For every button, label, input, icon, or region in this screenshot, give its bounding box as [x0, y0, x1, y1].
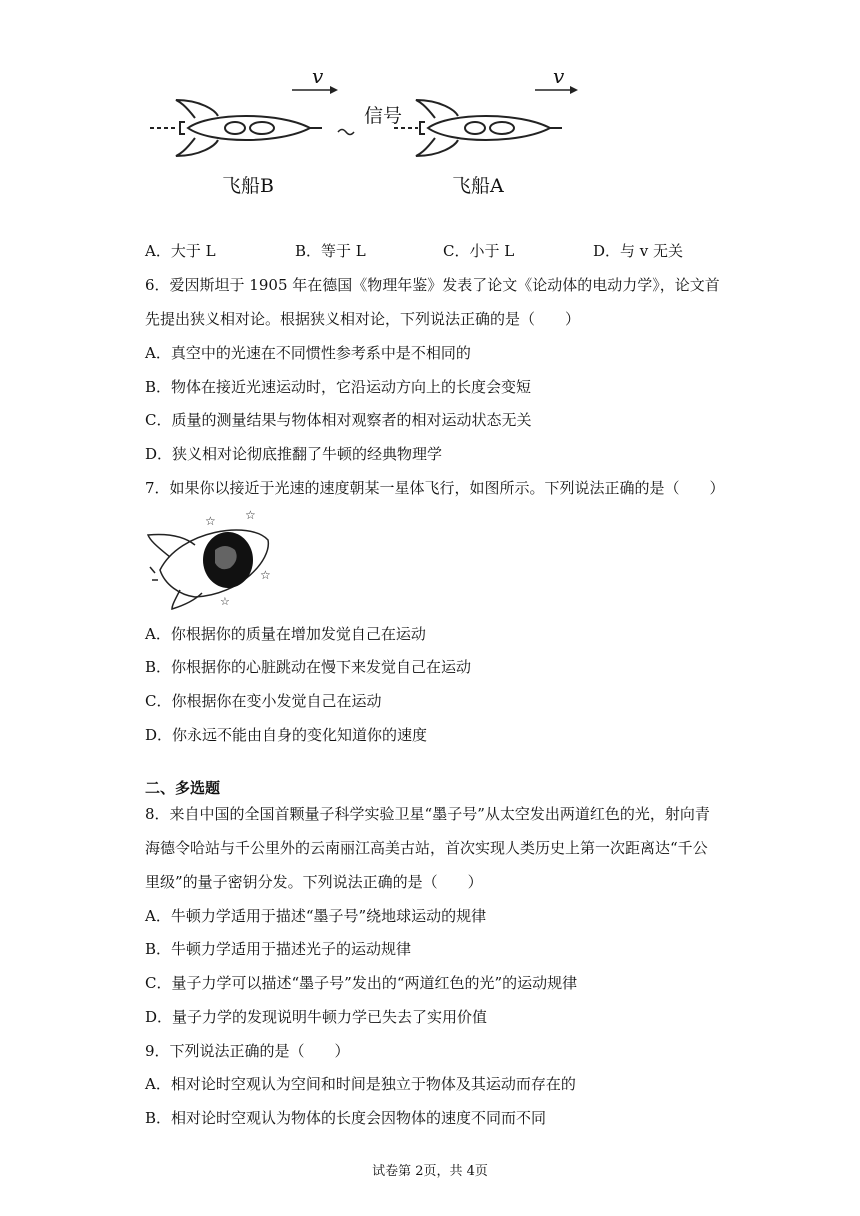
q6-stem-line1: 6．爱因斯坦于 1905 年在德国《物理年鉴》发表了论文《论动体的电动力学》，论文首: [145, 276, 720, 294]
q5-option-b: B．等于 L: [295, 242, 366, 260]
q8-option-a: A．牛顿力学适用于描述“墨子号”绕地球运动的规律: [145, 907, 487, 925]
svg-text:☆: ☆: [220, 595, 230, 608]
svg-text:☆: ☆: [260, 568, 271, 582]
q6-option-b: B．物体在接近光速运动时，它沿运动方向上的长度会变短: [145, 378, 532, 396]
astronaut-rocket-figure: [140, 505, 285, 613]
q5-option-c: C．小于 L: [443, 242, 515, 260]
q8-option-d: D．量子力学的发现说明牛顿力学已失去了实用价值: [145, 1008, 488, 1026]
q8-option-b: B．牛顿力学适用于描述光子的运动规律: [145, 940, 412, 958]
ship-a-label: 飞船A: [452, 175, 504, 197]
q9-option-b: B．相对论时空观认为物体的长度会因物体的速度不同而不同: [145, 1109, 547, 1127]
q8-stem-line1: 8．来自中国的全国首颗量子科学实验卫星“墨子号”从太空发出两道红色的光，射向青: [145, 805, 710, 823]
svg-text:☆: ☆: [245, 508, 256, 522]
q6-option-a: A．真空中的光速在不同惯性参考系中是不相同的: [145, 344, 471, 362]
q7-stem-line1: 7．如果你以接近于光速的速度朝某一星体飞行，如图所示。下列说法正确的是（ ）: [145, 479, 725, 497]
q6-option-d: D．狭义相对论彻底推翻了牛顿的经典物理学: [145, 445, 443, 463]
velocity-label-b: v: [312, 64, 324, 88]
q8-stem-line2: 海德令哈站与千公里外的云南丽江高美古站，首次实现人类历史上第一次距离达“千公: [145, 839, 708, 857]
q5-option-a: A．大于 L: [145, 242, 216, 260]
velocity-label-a: v: [553, 64, 565, 88]
q7-option-d: D．你永远不能由自身的变化知道你的速度: [145, 726, 428, 744]
spaceship-b: [150, 100, 322, 156]
q7-option-c: C．你根据你在变小发觉自己在运动: [145, 692, 382, 710]
q8-stem-line3: 里级”的量子密钥分发。下列说法正确的是（ ）: [145, 873, 483, 891]
q7-option-b: B．你根据你的心脏跳动在慢下来发觉自己在运动: [145, 658, 472, 676]
q5-option-d: D．与 v 无关: [593, 242, 684, 260]
signal-wave-icon: [338, 130, 354, 135]
spaceship-figure: [140, 60, 600, 200]
svg-text:☆: ☆: [205, 514, 216, 528]
q7-option-a: A．你根据你的质量在增加发觉自己在运动: [145, 625, 426, 643]
q6-option-c: C．质量的测量结果与物体相对观察者的相对运动状态无关: [145, 411, 532, 429]
q9-stem-line1: 9．下列说法正确的是（ ）: [145, 1042, 350, 1060]
spaceship-a: [394, 100, 562, 156]
q8-option-c: C．量子力学可以描述“墨子号”发出的“两道红色的光”的运动规律: [145, 974, 578, 992]
page-footer: 试卷第 2页，共 4页: [372, 1164, 488, 1179]
q6-stem-line2: 先提出狭义相对论。根据狭义相对论，下列说法正确的是（ ）: [145, 310, 581, 328]
ship-b-label: 飞船B: [222, 175, 274, 197]
signal-label: 信号: [364, 105, 403, 127]
section-heading-multi: 二、多选题: [145, 779, 221, 797]
q9-option-a: A．相对论时空观认为空间和时间是独立于物体及其运动而存在的: [145, 1075, 576, 1093]
